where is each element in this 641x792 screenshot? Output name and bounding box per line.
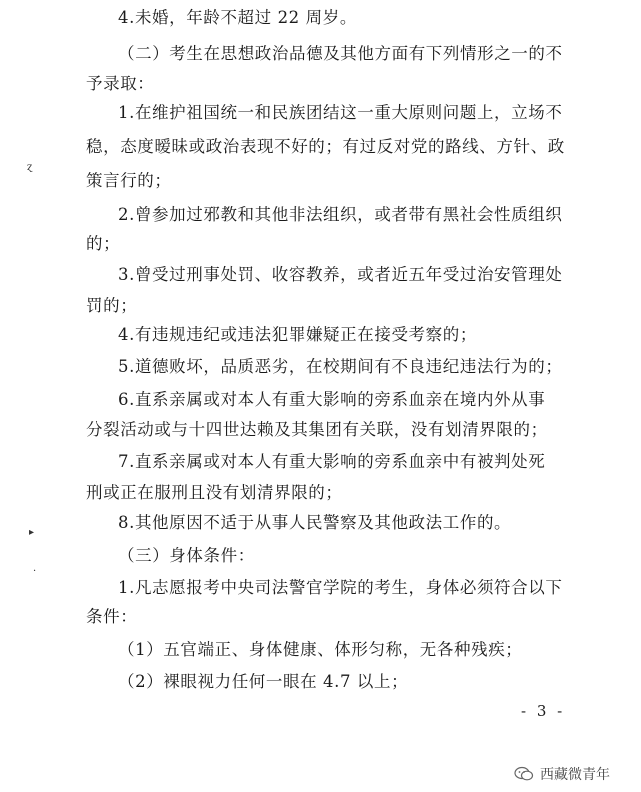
margin-mark: · [33, 566, 37, 577]
text-line: 4.未婚，年龄不超过 22 周岁。 [118, 8, 357, 27]
text-line: 7.直系亲属或对本人有重大影响的旁系血亲中有被判处死 [118, 452, 546, 471]
text-line: 稳，态度暧昧或政治表现不好的；有过反对党的路线、方针、政 [86, 137, 565, 156]
text-line: 罚的； [86, 296, 138, 315]
text-line: 分裂活动或与十四世达赖及其集团有关联，没有划清界限的； [86, 420, 548, 439]
text-line: 的； [86, 234, 121, 253]
text-line: 刑或正在服刑且没有划清界限的； [86, 483, 343, 502]
footer-watermark [514, 764, 610, 784]
text-line: 4.有违规违纪或违法犯罪嫌疑正在接受考察的； [118, 325, 477, 344]
text-line: （二）考生在思想政治品德及其他方面有下列情形之一的不 [118, 44, 563, 63]
text-line: 1.凡志愿报考中央司法警官学院的考生，身体必须符合以下 [118, 578, 563, 597]
text-line: （2）裸眼视力任何一眼在 4.7 以上； [118, 672, 409, 691]
text-line: 予录取： [86, 74, 155, 93]
wechat-icon [514, 766, 534, 782]
text-line: （1）五官端正、身体健康、体形匀称，无各种残疾； [118, 640, 523, 659]
text-line: 策言行的； [86, 171, 172, 190]
text-line: 3.曾受过刑事处罚、收容教养，或者近五年受过治安管理处 [118, 265, 563, 284]
page-number: - 3 - [521, 702, 566, 720]
text-line: 1.在维护祖国统一和民族团结这一重大原则问题上，立场不 [118, 103, 563, 122]
margin-mark: ▸ [29, 527, 35, 538]
text-line: 5.道德败坏，品质恶劣，在校期间有不良违纪违法行为的； [118, 357, 563, 376]
text-line: 8.其他原因不适于从事人民警察及其他政法工作的。 [118, 513, 512, 532]
margin-mark: ɀ [27, 162, 33, 173]
text-line: 6.直系亲属或对本人有重大影响的旁系血亲在境内外从事 [118, 390, 546, 409]
text-line: 条件： [86, 607, 138, 626]
section-heading: （三）身体条件： [118, 546, 255, 565]
text-line: 2.曾参加过邪教和其他非法组织，或者带有黑社会性质组织 [118, 205, 563, 224]
account-name: 西藏微青年 [540, 767, 610, 783]
